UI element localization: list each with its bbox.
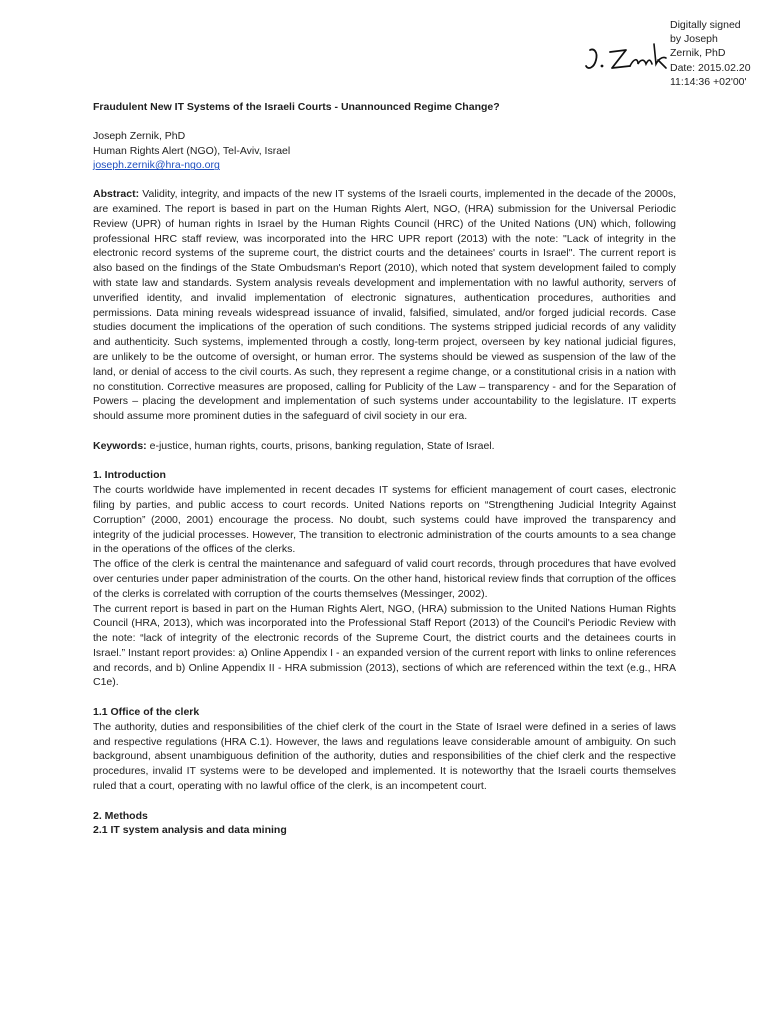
signature-line-1: Digitally signed: [670, 19, 741, 31]
subsection-heading-it-analysis: 2.1 IT system analysis and data mining: [93, 824, 287, 837]
section-heading-office-of-clerk: 1.1 Office of the clerk: [93, 706, 200, 719]
signature-line-5: 11:14:36 +02'00': [670, 75, 747, 88]
author-name: Joseph Zernik, PhD: [93, 129, 186, 142]
author-email-link[interactable]: joseph.zernik@hra-ngo.org: [93, 159, 220, 172]
abstract-paragraph: [93, 187, 676, 424]
abstract-label: Abstract:: [93, 188, 140, 201]
handwritten-signature-icon: [580, 38, 670, 78]
author-affiliation: Human Rights Alert (NGO), Tel-Aviv, Israel: [93, 144, 291, 157]
introduction-paragraph-2: The office of the clerk is central the maintenance and safeguard of valid court records, through procedures that have evolved over centuries under paper administration of the courts. On the other hand, historical review finds that corruption of the offices of the clerks is correlated with corruption of the courts themselves (Messinger, 2002).: [93, 558, 676, 600]
keywords-paragraph: [93, 439, 676, 454]
digital-signature-block[interactable]: [578, 18, 768, 90]
signature-line-3: Zernik, PhD: [670, 47, 726, 60]
signature-details: [670, 18, 751, 89]
keywords-text: e-justice, human rights, courts, prisons, banking regulation, State of Israel.: [146, 439, 495, 452]
signature-line-4: Date: 2015.02.20: [670, 61, 751, 74]
signature-line-2: by Joseph: [670, 33, 718, 46]
introduction-paragraph-1: The courts worldwide have implemented in recent decades IT systems for efficient management of court cases, electronic filing by parties, and public access to court records. United Nations reports on “Strengthening Judicial Integrity Against Corruption” (2000, 2001) encourage the process. No doubt, such systems could have improved the transparency and integrity of the judicial processes. However, The transition to electronic administration of the courts amounts to a sea change in the operations of the offices of the clerks.: [93, 484, 676, 556]
paper-title: Fraudulent New IT Systems of the Israeli Courts - Unannounced Regime Change?: [93, 101, 500, 113]
section-heading-introduction: 1. Introduction: [93, 469, 166, 482]
office-of-clerk-paragraph: The authority, duties and responsibilities of the chief clerk of the court in the State of Israel were defined in a series of laws and respective regulations (HRA C.1). However, the laws and regulations leave considerable amount of ambiguity. On such background, absent unambiguous definition of the authority, duties and responsibilities of the chief clerk and the respective procedures, invalid IT systems were to be developed and implemented. It is noteworthy that the Israeli courts themselves ruled that a court, operating with no lawful office of the clerk, is an incompetent court.: [93, 720, 676, 793]
paper-body: [93, 100, 676, 838]
abstract-text: Validity, integrity, and impacts of the new IT systems of the Israeli courts, implemented in the decade of the 2000s, are examined. The report is based in part on the Human Rights Alert, NGO, (HRA) submission for the Universal Periodic Review (UPR) of human rights in Israel by the Human Rights Council (HRC) of the United Nations (UN) which, following professional HRC staff review, was incorporated into the HRC UPR report (2013) with the note: "Lack of integrity in the electronic record systems of the supreme court, the district courts and the detainees' courts in Israel". The current report is also based on the findings of the State Ombudsman's Report (2010), which noted that system development failed to comply with state law and standards. System analysis reveals development and implementation with no lawful authority, servers of unverified identity, and invalid implementation of electronic signatures, authentication procedures, authorities and permissions. Data mining reveals widespread issuance of invalid, falsified, simulated, and/or forged judicial records. Case studies document the implications of the operation of such conditions. The systems stripped judicial records of any validity and authenticity. Such systems, implemented through a costly, long-term project, overseen by key national judicial figures, are unlikely to be the outcome of oversight, or human error. The systems should be viewed as suspension of the law of the land, or denial of access to the civil courts. As such, they represent a regime change, or a constitutional crisis in a nation with no constitution. Corrective measures are proposed, calling for Publicity of the Law – transparency - and for the Separation of Powers – placing the development and implementation of such systems under accountability to the legislature. IT experts should assume more prominent duties in the safeguard of civil society in our era.: [93, 188, 676, 423]
keywords-label: Keywords:: [93, 439, 147, 452]
introduction-paragraph-3: The current report is based in part on the Human Rights Alert, NGO, (HRA) submission to the United Nations Human Rights Council (HRA, 2013), which was incorporated into the Professional Staff Report (2013) of the Council's Periodic Review with the note: “lack of integrity of the electronic records of the Supreme Court, the district courts and the detainees courts in Israel.” Instant report provides: a) Online Appendix I - an expanded version of the current report with links to online references and records, and b) Online Appendix II - HRA submission (2013), sections of which are referenced within the text (e.g., HRA C1e).: [93, 602, 676, 689]
section-heading-methods: 2. Methods: [93, 809, 148, 822]
